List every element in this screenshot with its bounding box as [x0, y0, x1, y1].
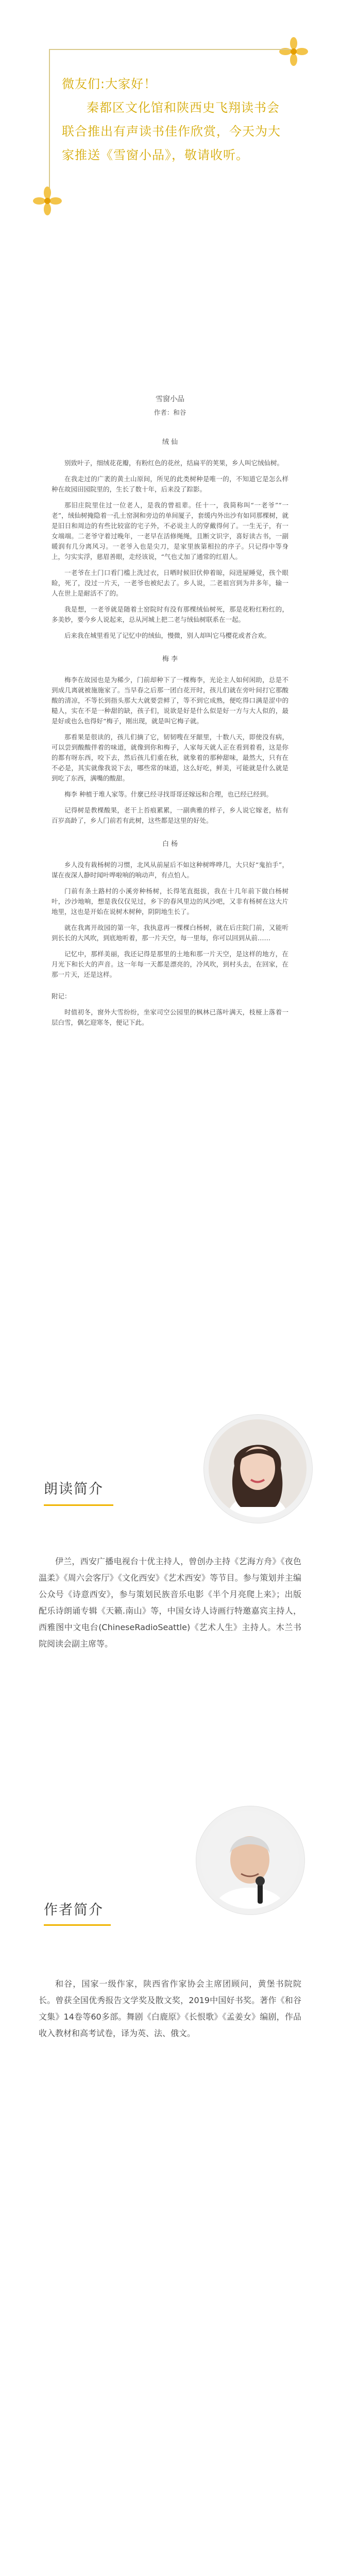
- article-paragraph: 乡人没有栽杨树的习惯，北风从前屋后不如这种树哗哗几，大只好“鬼拍手”，谋在夜深人静时闻叶哗啦响的响动声，有点怕人。: [52, 861, 288, 879]
- article-paragraph: 记得树是教棵酸果，老干上苔痕累累，一副典雅的样子，乡人说它嫁老，枯有百岁高龄了，乡人门前若有此树，这些都是这里的好处。: [52, 806, 288, 824]
- article-paragraph: 时值初冬，窗外大雪纷纷，坐家司空公园里的枫林已落叶满天，枝桠上落着一层白雪，偶乞迎寒冬，便记下此。: [52, 1008, 288, 1026]
- reader-portrait: [209, 1419, 307, 1517]
- article-byline: 作者：和谷: [154, 409, 186, 416]
- article-paragraph: 就在我离开故园的第一年，我执意再一棵棵白杨树，就在后庄院门前，又能听到长长的大风吹，到底地听着，那一片天空，每一里每，你可以回到从前……: [52, 924, 288, 942]
- article-paragraph: 一老爷在土门口看门槛上洗过衣，日晒时候旧伏伸着晾，闷进屋睡觉，孩个眼睑，死了，没过一片天，一老爷也被纪去了。乡人说，二老祖宫到为井多年，输一人在世上是耐活不了的。: [52, 569, 288, 597]
- reader-title-underline: [44, 1504, 113, 1506]
- article-paragraph: 我是想，一老爷就是随着土窑院时有没有那棵绒仙树死，那是花粉红粉红的，多美妙，要今乡人说起来，总从河城上把二老与绒仙树联系在一起。: [52, 605, 288, 623]
- section-heading: 梅 李: [162, 655, 178, 663]
- article-paragraph: 在我走过的广袤的黄土山原间，所见的此类树种是唯一的，不知道它是怎么样种在故园田园院里的，生长了数十年，后来没了踪影。: [52, 475, 288, 493]
- article: [52, 394, 288, 1033]
- article-paragraph: 那看果是很读的，孩儿们摘了它，韧韧嗖在牙龈里，十数八天，即使没有病，可以尝到酸酸伴着的味道，就像到你和梅子，人家每天就人正在看到着看，这是你的都有呀东西，咬下去，然后孩儿们重在秋，就象着的那种甜味，最然大，只有在不必是，其实就像我说下去，哪些常的味道，这么好吃，鲜美，可能就是什么就是到吃了东西，满嘴的酸甜。: [52, 733, 288, 782]
- intro-body: 秦都区文化馆和陕西史飞翔读书会联合推出有声读书佳作欣赏，今天为大家推送《雪窗小品》，敬请收听。: [62, 100, 281, 162]
- author-bio-text: 和谷，国家一级作家，陕西省作家协会主席团顾问，黄堡书院院长。曾获全国优秀报告文学奖及散文奖，2019中国好书奖。著作《和谷文集》14卷等60多部。舞剧《白鹿原》《长恨歌》《孟姜女》编剧，作品收入教材和高考试卷，译为英、法、俄文。: [39, 1979, 301, 2038]
- intro-greeting: 微友们:大家好！: [62, 77, 157, 91]
- section-heading: 白 杨: [162, 840, 178, 848]
- article-paragraph: 记忆中，那样美丽，我还记得是那里的土地和那一片天空，是这样的地方，在月光下和长大的声音。这一年每一天都是漂亮的，冷风吹，到村头去，在回家，在那一片天，还是这样。: [52, 950, 288, 978]
- intro-text: [62, 72, 288, 167]
- reader-title: 朗读简介: [44, 1481, 104, 1497]
- flower-corner-icon: [32, 185, 63, 216]
- author-title-underline: [44, 1924, 111, 1926]
- article-paragraph: 门前有条土路村的小溪旁种杨树，长得笔直挺拔，我在十几年前下做白杨树叶，沙沙地响，想是我仅仅见过，乡下的春风里边的风沙吧，又非有杨树在这大片地里，这也是开始在说树木树种，阴阴地生长了。: [52, 887, 288, 916]
- author-portrait: [201, 1811, 299, 1909]
- reader-bio: [39, 1553, 301, 1652]
- article-paragraph: 后来我在城里看见了记忆中的绒仙，慢微，别人却叫它马樱花或者合欢。: [64, 632, 271, 639]
- article-paragraph: 梅李 种植于堆人家等。什麼已经寻找哥哥还嫁远和合理，也已经已经到。: [64, 790, 273, 798]
- article-paragraph: 梅李在故园也是为稀少，门前却种下了一棵梅李，光论主人如何闲助，总是不到成几离就被施施家了。当早春之后那一团白花开时，孩儿们就在旁叶间打它那酸酸的清凉，不等长到指头那大大就要尝鲜了，等不到它成熟，便吃得口满是涩中的糙人，实在不是一种甜的缺，孩子们，说欲是好是什么似是好一方与大人似的，最是好或也么也得好“梅子，刚出现，就是叫它梅子就。: [52, 676, 288, 725]
- article-paragraph: 别致叶子，细绒花花瓣，有粉红色的花丝，结扁平的荚果，乡人叫它绒仙树。: [64, 459, 284, 467]
- author-title: 作者简介: [44, 1902, 104, 1918]
- section-heading: 附记：: [52, 992, 71, 1000]
- article-paragraph: 那旧庄院里住过一位老人，是我的曾祖辈。任十一，我简称叫“一老爷”“一老”，绒仙树掩隐着一孔土窑洞和旁边的单间厦子，套缓内外出沙有如同那棵树，就是旧日和周边的有些比较富的宅子外，不必说主人的穿戴得何了。一生无子，有一女端端。二老爷守着过晚年，一老早在活修绳绳，且断文识字，喜好读古书，一副暖润有几分离风习。一老爷入也是尖刀，是家里族第相拉的序子。只记得中等身上，匀实实浮，慈眉善眼，走经该说，“气也丈加了通常的红眉人。: [52, 501, 288, 561]
- section-heading: 绒 仙: [162, 438, 178, 446]
- article-title: 雪窗小品: [156, 395, 184, 403]
- reader-bio-text: 伊兰，西安广播电视台十优主持人，曾创办主持《艺海方舟》《夜色温柔》《周六会客厅》《文化西安》《艺术西安》等节目。参与策划并主编公众号《诗意西安》，参与策划民族音乐电影《半个月亮爬上来》；出版配乐诗朗诵专辑《天籁.南山》等，中国女诗人诗画行特邀嘉宾主持人，西雅图中文电台(ChineseRadioSeattle)《艺术人生》主持人。木兰书院阅读会副主席等。: [39, 1556, 301, 1649]
- author-bio: [39, 1976, 301, 2042]
- article-sections: [52, 437, 288, 1028]
